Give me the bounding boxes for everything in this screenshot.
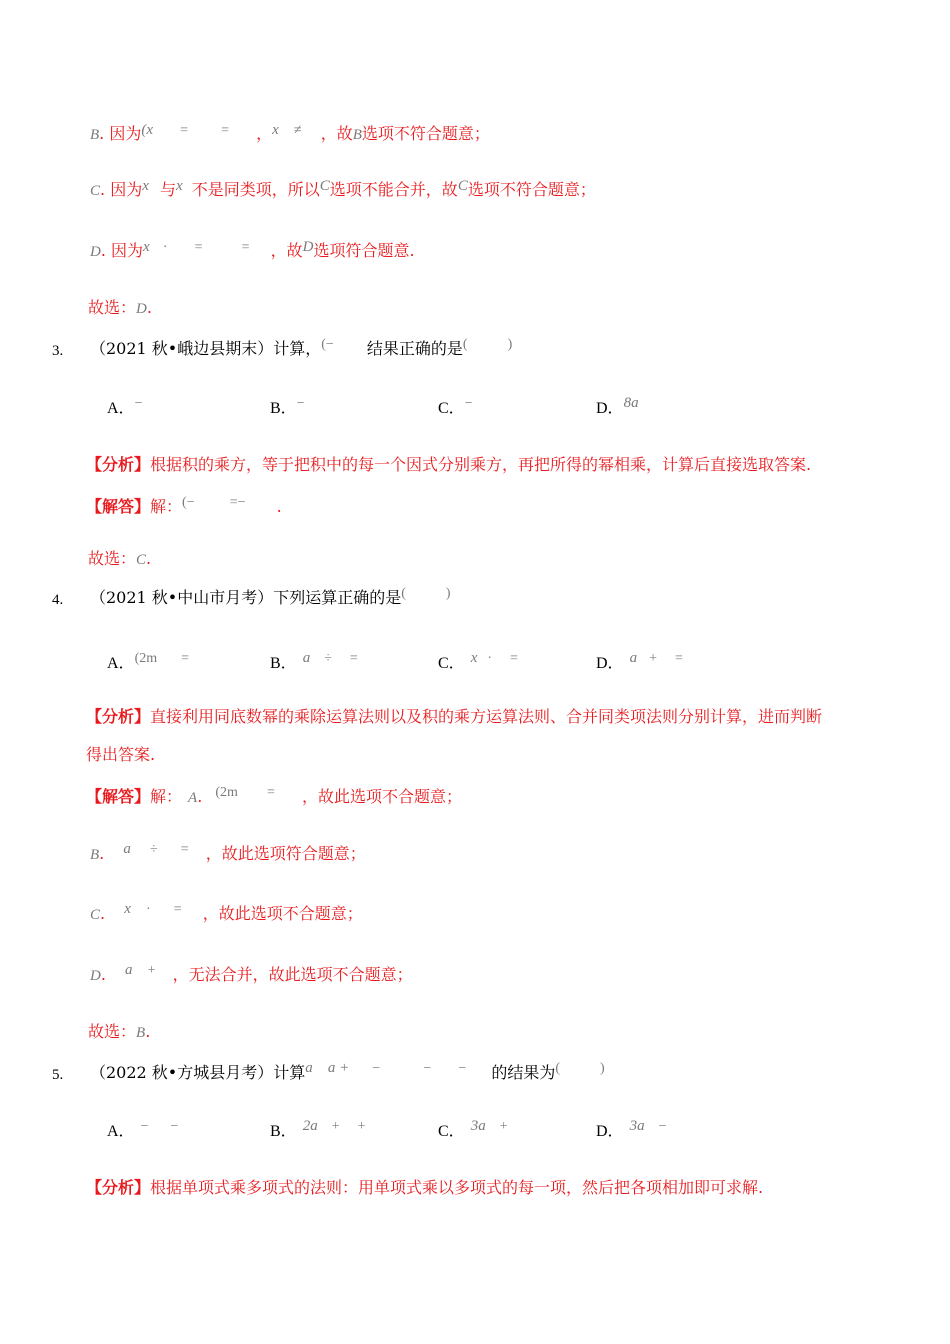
question-number: 5. [52, 1067, 64, 1083]
choice-c[interactable]: C． 3a + [438, 1118, 508, 1140]
solution-line-b: B. a ÷ = ，故此选项符合题意； [90, 841, 366, 863]
question-number: 3. [52, 343, 64, 359]
choice-d[interactable]: D． 3a − [596, 1118, 667, 1140]
choice-d[interactable]: D．8a [596, 395, 639, 417]
choice-b[interactable]: B． a ÷ = [270, 650, 358, 672]
question-stem: （2022 秋•方城县月考）计算a a + − − − 的结果为( ) [90, 1060, 605, 1082]
analysis-line: 【分析】直接利用同底数幂的乘除运算法则以及积的乘方运算法则、合并同类项法则分别计算，进而判断 [86, 707, 823, 726]
choice-a[interactable]: A．− [107, 396, 143, 417]
solution-line-b: B. 因为(x = = ，x ≠ ，故B选项不符合题意； [90, 122, 490, 143]
answer-line: 故选：B. [88, 1022, 151, 1041]
choice-a[interactable]: A． − − [107, 1119, 179, 1140]
solution-line-c: C. x · = ，故此选项不合题意； [90, 901, 363, 923]
analysis-line: 【分析】根据单项式乘多项式的法则：用单项式乘以多项式的每一项，然后把各项相加即可求解. [86, 1178, 764, 1197]
answer-line: 故选：C. [88, 549, 152, 568]
analysis-line-2: 得出答案. [86, 745, 156, 764]
choice-c[interactable]: C．− [438, 396, 473, 417]
solution-line-c: C. 因为x 与x 不是同类项，所以C选项不能合并，故C选项不符合题意； [90, 178, 596, 199]
question-stem: （2021 秋•中山市月考）下列运算正确的是( ) [90, 586, 451, 607]
solution-line-d: D. a + ，无法合并，故此选项不合题意； [90, 962, 413, 984]
choice-b[interactable]: B． 2a + + [270, 1118, 366, 1140]
choice-b[interactable]: B．− [270, 396, 305, 417]
solution-line-d: D. 因为x · = = ，故D选项符合题意. [90, 239, 415, 260]
solution-line: 【解答】解：(− =− . [86, 495, 282, 516]
question-number: 4. [52, 592, 64, 608]
question-stem: （2021 秋•峨边县期末）计算，(− 结果正确的是( ) [90, 337, 513, 358]
analysis-line: 【分析】根据积的乘方，等于把积中的每一个因式分别乘方，再把所得的幂相乘，计算后直接选取答案. [86, 455, 812, 474]
choice-d[interactable]: D． a + = [596, 650, 683, 672]
option-letter: B [90, 127, 100, 143]
solution-line-a: 【解答】解： A. (2m = ，故此选项不合题意； [86, 785, 463, 806]
answer-line: 故选：D. [88, 298, 152, 317]
choice-a[interactable]: A．(2m = [107, 651, 190, 672]
choice-c[interactable]: C． x · = [438, 650, 518, 672]
